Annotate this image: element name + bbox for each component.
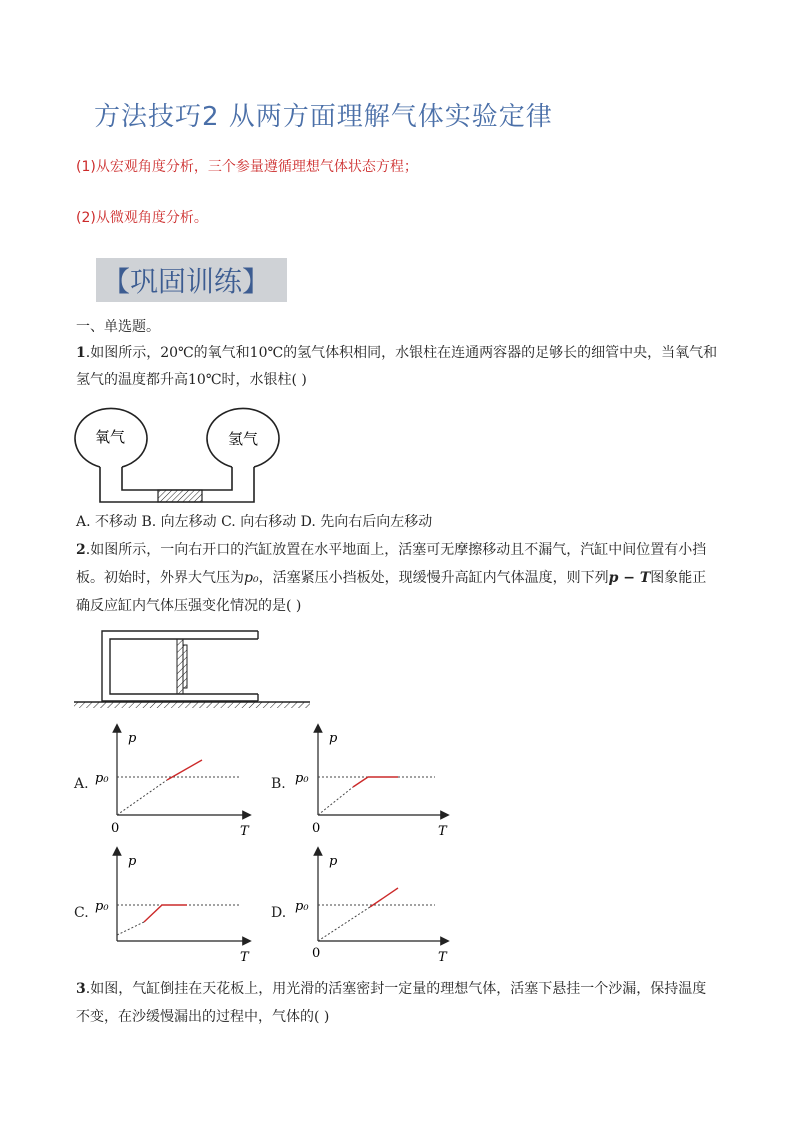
label-oxygen: 氧气 xyxy=(94,428,126,446)
label-p: p xyxy=(329,731,338,746)
label-origin: 0 xyxy=(111,821,120,836)
option-b-label: B. xyxy=(271,776,286,792)
q2-text1: .如图所示，一向右开口的汽缸放置在水平地面上，活塞可无摩擦移动且不漏气，汽缸中间位置有小挡 xyxy=(85,542,707,558)
label-p: p xyxy=(128,731,137,746)
q1-number: 1 xyxy=(76,345,86,361)
origin-dashed xyxy=(318,787,353,815)
label-T: T xyxy=(240,824,249,837)
label-T: T xyxy=(240,950,249,965)
origin-dashed xyxy=(318,907,370,941)
banner-text: 【巩固训练】 xyxy=(102,265,271,298)
label-p0: p₀ xyxy=(95,771,109,786)
red-line xyxy=(144,905,187,922)
label-origin: 0 xyxy=(312,946,321,961)
q1-line1 xyxy=(76,341,717,365)
q1-line2: 氢气的温度都升高10℃时，水银柱( ) xyxy=(76,372,307,388)
q2-text2c: 图象能正 xyxy=(650,570,707,586)
option-c-label: C. xyxy=(74,905,89,921)
graph-a xyxy=(92,722,267,837)
label-p0: p₀ xyxy=(95,899,109,914)
label-p: p xyxy=(329,854,338,869)
mercury-column xyxy=(158,490,202,502)
q2-p0: p₀ xyxy=(244,570,259,586)
label-p0: p₀ xyxy=(295,899,309,914)
q3-line1 xyxy=(76,977,706,1001)
q2-line1 xyxy=(76,538,706,562)
q2-text2a: 板。初始时，外界大气压为 xyxy=(76,570,244,586)
graph-d xyxy=(290,845,465,965)
q2-text2b: ，活塞紧压小挡板处，现缓慢升高缸内气体温度，则下列 xyxy=(258,570,609,586)
red-line xyxy=(370,888,398,907)
q3-number: 3 xyxy=(76,981,86,997)
graph-b xyxy=(290,722,465,837)
label-p0: p₀ xyxy=(295,771,309,786)
label-hydrogen: 氢气 xyxy=(227,430,259,448)
q1-text1: .如图所示，20℃的氧气和10℃的氢气体积相同，水银柱在连通两容器的足够长的细管中央，当氧气和 xyxy=(85,345,718,361)
piston xyxy=(177,639,183,694)
red-line xyxy=(353,777,398,787)
tube-inner xyxy=(122,467,232,490)
label-T: T xyxy=(438,950,447,965)
ground-hatch xyxy=(74,702,310,708)
option-a-label: A. xyxy=(74,776,89,792)
q3-text1: .如图，气缸倒挂在天花板上，用光滑的活塞密封一定量的理想气体，活塞下悬挂一个沙漏，保持温度 xyxy=(85,981,707,997)
q3-line2: 不变，在沙缓慢漏出的过程中，气体的( ) xyxy=(76,1009,330,1025)
label-p: p xyxy=(128,854,137,869)
q2-number: 2 xyxy=(76,542,86,558)
section-banner xyxy=(96,258,287,302)
q1-figure xyxy=(70,405,290,510)
section-heading: 一、单选题。 xyxy=(76,319,160,335)
q1-options: A. 不移动 B. 向左移动 C. 向右移动 D. 先向右后向左移动 xyxy=(76,514,433,530)
q2-line3: 确反应缸内气体压强变化情况的是( ) xyxy=(76,598,302,614)
origin-dashed xyxy=(117,922,144,935)
stopper xyxy=(183,645,187,688)
q2-line2 xyxy=(76,566,706,590)
q2-pT: p − T xyxy=(608,570,651,586)
graph-c xyxy=(92,845,267,965)
origin-dashed xyxy=(117,780,167,815)
point-micro: (2)从微观角度分析。 xyxy=(76,210,208,226)
page-title: 方法技巧2 从两方面理解气体实验定律 xyxy=(94,102,553,132)
label-origin: 0 xyxy=(312,821,321,836)
option-d-label: D. xyxy=(271,905,287,921)
point-macro: (1)从宏观角度分析，三个参量遵循理想气体状态方程； xyxy=(76,159,418,175)
red-line xyxy=(167,760,202,780)
cylinder-figure xyxy=(70,625,310,717)
label-T: T xyxy=(438,824,447,837)
